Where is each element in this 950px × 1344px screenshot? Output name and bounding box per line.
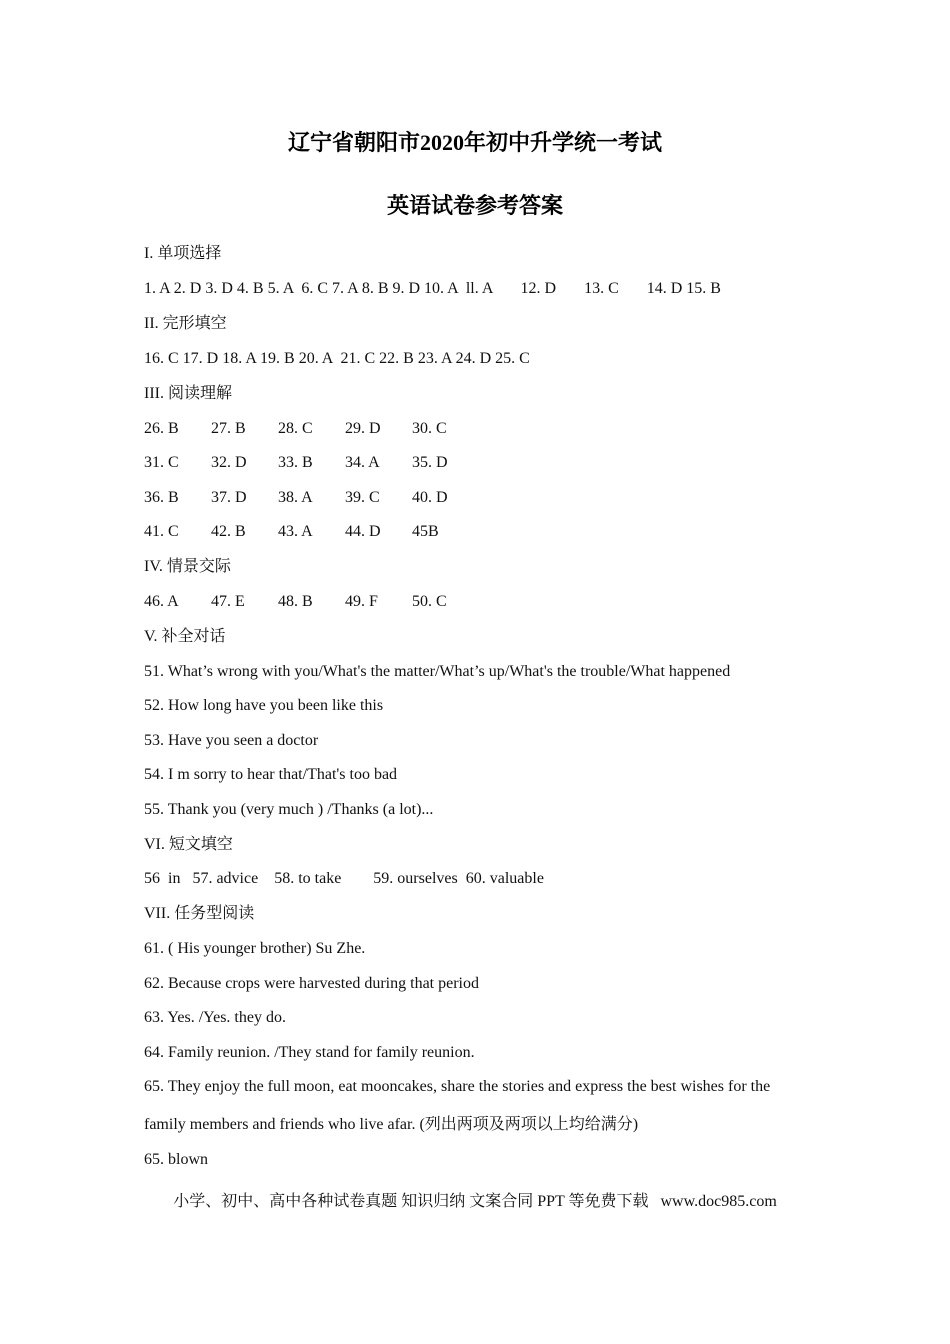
section-6-answers: 56 in 57. advice 58. to take 59. ourselves 60. valuable <box>144 870 544 887</box>
answer-cell: 47. E <box>211 593 245 610</box>
answer-cell: 44. D <box>345 523 381 540</box>
section-2-heading: II. 完形填空 <box>144 315 227 332</box>
section-7-item: 62. Because crops were harvested during that period <box>144 975 479 992</box>
answer-cell: 50. C <box>412 593 447 610</box>
answer-cell: 28. C <box>278 420 313 437</box>
answer-cell: 37. D <box>211 489 247 506</box>
answer-cell: 35. D <box>412 454 448 471</box>
answer-cell: 40. D <box>412 489 448 506</box>
answer-cell: 39. C <box>345 489 380 506</box>
section-5-item: 53. Have you seen a doctor <box>144 732 319 749</box>
section-7-item: 63. Yes. /Yes. they do. <box>144 1009 286 1026</box>
answer-cell: 31. C <box>144 454 179 471</box>
answer-cell: 43. A <box>278 523 313 540</box>
answer-cell: 46. A <box>144 593 179 610</box>
section-3-heading: III. 阅读理解 <box>144 385 232 402</box>
section-5-item: 54. I m sorry to hear that/That's too bad <box>144 766 398 783</box>
answer-cell: 36. B <box>144 489 179 506</box>
section-7-item: 64. Family reunion. /They stand for family reunion. <box>144 1044 475 1061</box>
answer-cell: 26. B <box>144 420 179 437</box>
answer-cell: 45B <box>412 523 439 540</box>
answer-cell: 48. B <box>278 593 313 610</box>
answer-cell: 42. B <box>211 523 246 540</box>
section-7-item: family members and friends who live afar. (列出两项及两项以上均给满分) <box>144 1116 639 1133</box>
section-7-item: 61. ( His younger brother) Su Zhe. <box>144 940 366 957</box>
section-7-heading: VII. 任务型阅读 <box>144 905 255 922</box>
answer-cell: 34. A <box>345 454 380 471</box>
section-7-item: 65. They enjoy the full moon, eat mooncakes, share the stories and express the best wishes for the <box>144 1078 771 1095</box>
section-5-item: 51. What’s wrong with you/What's the matter/What’s up/What's the trouble/What happened <box>144 663 731 680</box>
section-2-answers: 16. C 17. D 18. A 19. B 20. A 21. C 22. B 23. A 24. D 25. C <box>144 350 530 367</box>
section-5-heading: V. 补全对话 <box>144 628 226 645</box>
page-footer: 小学、初中、高中各种试卷真题 知识归纳 文案合同 PPT 等免费下载 www.doc985.com <box>173 1193 777 1210</box>
answer-cell: 27. B <box>211 420 246 437</box>
answer-cell: 30. C <box>412 420 447 437</box>
section-7-item: 65. blown <box>144 1151 208 1168</box>
section-6-heading: VI. 短文填空 <box>144 836 233 853</box>
answer-cell: 33. B <box>278 454 313 471</box>
answer-cell: 32. D <box>211 454 247 471</box>
section-1-heading: I. 单项选择 <box>144 245 222 262</box>
answer-cell: 38. A <box>278 489 313 506</box>
answer-cell: 41. C <box>144 523 179 540</box>
section-4-heading: IV. 情景交际 <box>144 558 231 575</box>
section-5-item: 55. Thank you (very much ) /Thanks (a lot)... <box>144 801 434 818</box>
document-subtitle: 英语试卷参考答案 <box>386 193 563 218</box>
answer-cell: 49. F <box>345 593 378 610</box>
answer-cell: 29. D <box>345 420 381 437</box>
document-title: 辽宁省朝阳市2020年初中升学统一考试 <box>287 130 662 155</box>
section-1-answers: 1. A 2. D 3. D 4. B 5. A 6. C 7. A 8. B 9. D 10. A ll. A 12. D 13. C 14. D 15. B <box>144 280 721 297</box>
section-5-item: 52. How long have you been like this <box>144 697 384 714</box>
